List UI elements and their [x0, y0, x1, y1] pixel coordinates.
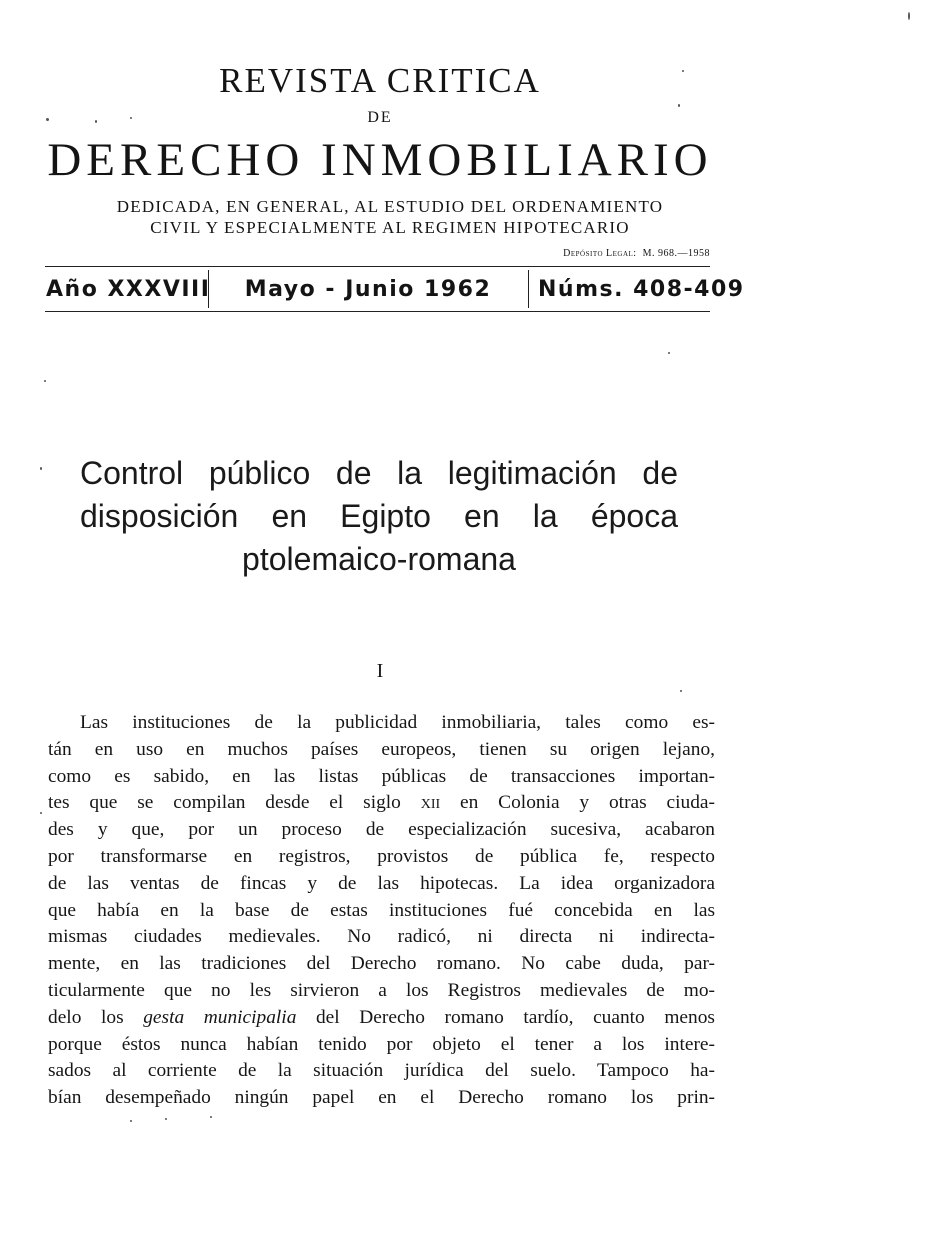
issue-date: Mayo - Junio 1962	[244, 277, 492, 302]
text-line: porque éstos nunca habían tenido por objeto el tener a los intere-	[48, 1033, 715, 1055]
subtitle-line-2: CIVIL Y ESPECIALMENTE AL REGIMEN HIPOTECARIO	[150, 218, 630, 237]
text-line: Las instituciones de la publicidad inmobiliaria, tales como es-	[80, 712, 715, 733]
issue-numbers: Núms. 408-409	[538, 277, 745, 302]
legal-deposit-value: M. 968.—1958	[642, 248, 710, 259]
scan-speck	[130, 117, 132, 119]
scan-speck	[46, 118, 49, 121]
scan-speck	[210, 1116, 212, 1118]
text-segment: en Colonia y otras ciuda-	[440, 792, 715, 814]
text-segment: delo los	[48, 1006, 144, 1028]
issue-bar-divider	[528, 270, 529, 308]
article-body	[48, 710, 715, 1112]
scan-speck	[44, 380, 46, 382]
century-numeral: xii	[420, 792, 441, 814]
text-line: des y que, por un proceso de especialización sucesiva, acabaron	[48, 819, 715, 841]
scan-speck	[130, 1120, 132, 1122]
journal-title-connector: DE	[367, 109, 393, 126]
journal-name: DERECHO INMOBILIARIO	[47, 134, 713, 186]
text-segment: del Derecho romano tardío, cuanto menos	[296, 1006, 715, 1028]
issue-year: Año XXXVIII	[46, 277, 211, 302]
scan-speck	[95, 120, 97, 123]
text-line: ticularmente que no les sirvieron a los Registros medievales de mo-	[48, 979, 715, 1001]
text-line: bían desempeñado ningún papel en el Derecho romano los prin-	[48, 1087, 715, 1109]
text-line: sados al corriente de la situación jurídica del suelo. Tampoco ha-	[48, 1060, 715, 1082]
scan-speck	[678, 104, 680, 107]
scan-speck	[680, 690, 682, 692]
text-line: que había en la base de estas instituciones fué concebida en las	[48, 899, 715, 921]
article-title-line-1: Control público de la legitimación de	[80, 455, 678, 491]
text-line: tán en uso en muchos países europeos, tienen su origen lejano,	[48, 738, 715, 760]
subtitle-line-1: DEDICADA, EN GENERAL, AL ESTUDIO DEL ORDENAMIENTO	[116, 197, 664, 216]
legal-deposit	[380, 248, 710, 259]
section-number: I	[376, 660, 384, 682]
scan-speck	[165, 1118, 167, 1120]
legal-deposit-label: Depósito Legal:	[563, 248, 637, 259]
text-line: por transformarse en registros, provistos de pública fe, respecto	[48, 845, 715, 867]
issue-bar-top-rule	[45, 266, 710, 267]
article-title-line-3: ptolemaico-romana	[242, 541, 516, 577]
journal-title: REVISTA CRITICA	[219, 61, 541, 100]
text-line: mismas ciudades medievales. No radicó, ni directa ni indirecta-	[48, 926, 715, 948]
text-line: mente, en las tradiciones del Derecho romano. No cabe duda, par-	[48, 953, 715, 975]
scan-speck	[40, 812, 42, 814]
article-title-line-2: disposición en Egipto en la época	[80, 498, 678, 534]
scan-speck	[682, 70, 684, 72]
scan-speck	[668, 352, 670, 354]
paragraph	[48, 710, 715, 1112]
scan-speck	[908, 12, 910, 20]
journal-subtitle	[50, 196, 730, 238]
text-line	[48, 1005, 715, 1032]
italic-phrase: gesta municipalia	[143, 1006, 297, 1028]
article-title	[80, 452, 678, 581]
text-segment: tes que se compilan desde el siglo	[48, 792, 421, 814]
text-line	[48, 790, 715, 817]
issue-bar-bottom-rule	[45, 311, 710, 312]
scan-speck	[40, 467, 42, 470]
text-line: como es sabido, en las listas públicas de transacciones importan-	[48, 765, 715, 787]
text-line: de las ventas de fincas y de las hipotecas. La idea organizadora	[48, 872, 715, 894]
